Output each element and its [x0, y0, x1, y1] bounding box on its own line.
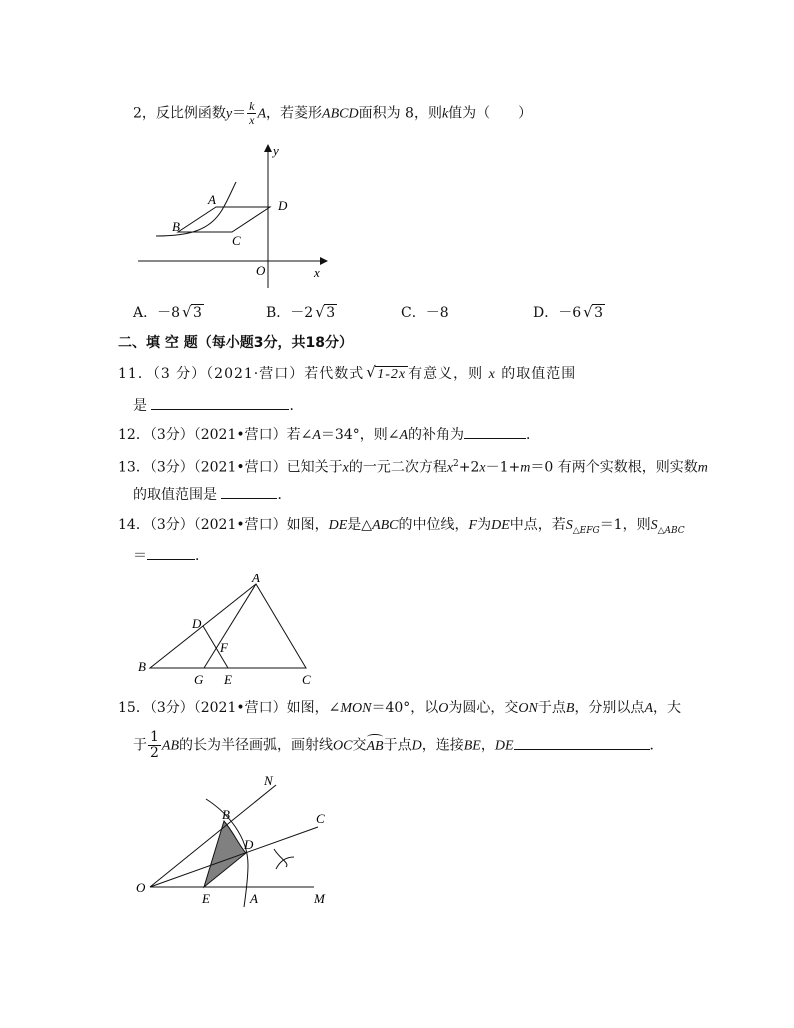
q15-fraction: $\frac{1}{2}$: [150, 729, 159, 761]
q15-answer-blank[interactable]: [514, 735, 650, 750]
q13-line1: 13．（3分）（2021•营口）已知关于x的一元二次方程$x^2+2x-1+m=0$ 有两个实数根，则实数m: [118, 459, 708, 476]
q2-stem: 2，反比例函数y＝ $\frac{k}{x}$ A，若菱形ABCD面积为 8，则k值为（ ）: [133, 99, 533, 127]
q14-figure: [130, 574, 330, 686]
label-c: C: [232, 233, 241, 248]
q13-line2: 的取值范围是 ．: [133, 484, 291, 505]
y-axis-arrow: [264, 144, 272, 152]
label-d: D: [278, 198, 288, 213]
label-c: C: [302, 672, 311, 686]
label-e: E: [202, 891, 210, 906]
label-a: A: [250, 891, 258, 906]
q2-figure: [130, 140, 340, 290]
label-f: F: [220, 640, 228, 655]
label-g: G: [194, 672, 204, 686]
q14-answer-blank[interactable]: [147, 545, 195, 560]
label-b: B: [172, 219, 180, 234]
label-d: D: [192, 616, 202, 631]
label-b: B: [222, 807, 230, 822]
q15-line2: 于 $\frac{1}{2}$ AB的长为半径画弧，画射线OC交AB于点D，连接BE，DE ．: [133, 729, 664, 761]
q2-fraction: $\frac{k}{x}$: [249, 99, 255, 127]
label-a: A: [208, 192, 216, 207]
hyperbola-curve: [156, 182, 236, 236]
q15-line1: 15．（3分）（2021•营口）如图，∠MON＝40°，以O为圆心，交ON于点B，分别以点A，大: [118, 700, 681, 716]
label-c: C: [316, 811, 325, 826]
label-d: D: [244, 837, 254, 852]
q11-line1: 11．（3 分）（2021·营口）若代数式 √ 1-2x 有意义，则 x 的取值范围: [118, 363, 577, 382]
segment-ag: [204, 584, 256, 668]
q12-line: 12．（3分）（2021•营口）若∠A＝34°，则∠A的补角为 ．: [118, 424, 540, 446]
section-title: 二、填 空 题（每小题3分，共18分）: [118, 335, 353, 351]
choice-b[interactable]: B．－2 √ 3: [266, 303, 336, 321]
label-o: O: [256, 263, 266, 278]
q11-answer-blank[interactable]: [151, 395, 289, 410]
x-axis-arrow: [320, 257, 328, 265]
label-x: x: [314, 265, 320, 280]
label-b: B: [138, 659, 146, 674]
shaded-region: [204, 821, 246, 887]
q14-line1: 14．（3分）（2021•营口）如图，DE是△ABC的中位线，F为DE中点，若$S_{\triangle EFG}=1$，则$S_{\triangle ABC}$: [118, 517, 685, 536]
label-n: N: [264, 773, 273, 788]
q12-answer-blank[interactable]: [464, 424, 526, 439]
label-e: E: [224, 672, 232, 686]
choice-c[interactable]: C．－8: [401, 305, 449, 321]
q14-line2: ＝ ．: [133, 545, 209, 566]
arc-ab: AB: [366, 737, 383, 757]
arc-mark-2: [276, 857, 294, 869]
q15-figure: [130, 765, 345, 915]
q13-answer-blank[interactable]: [221, 484, 277, 499]
choice-d[interactable]: D．－6 √ 3: [533, 303, 604, 321]
label-y: y: [273, 143, 279, 158]
choice-a[interactable]: A．－8 √ 3: [133, 303, 202, 321]
label-a: A: [252, 574, 260, 585]
triangle-abc: [150, 584, 306, 668]
arc-mark: [274, 849, 287, 867]
label-o: O: [136, 880, 146, 895]
rhombus-abcd: [178, 207, 270, 232]
label-m: M: [314, 891, 325, 906]
q11-line2: 是 ．: [133, 395, 303, 416]
